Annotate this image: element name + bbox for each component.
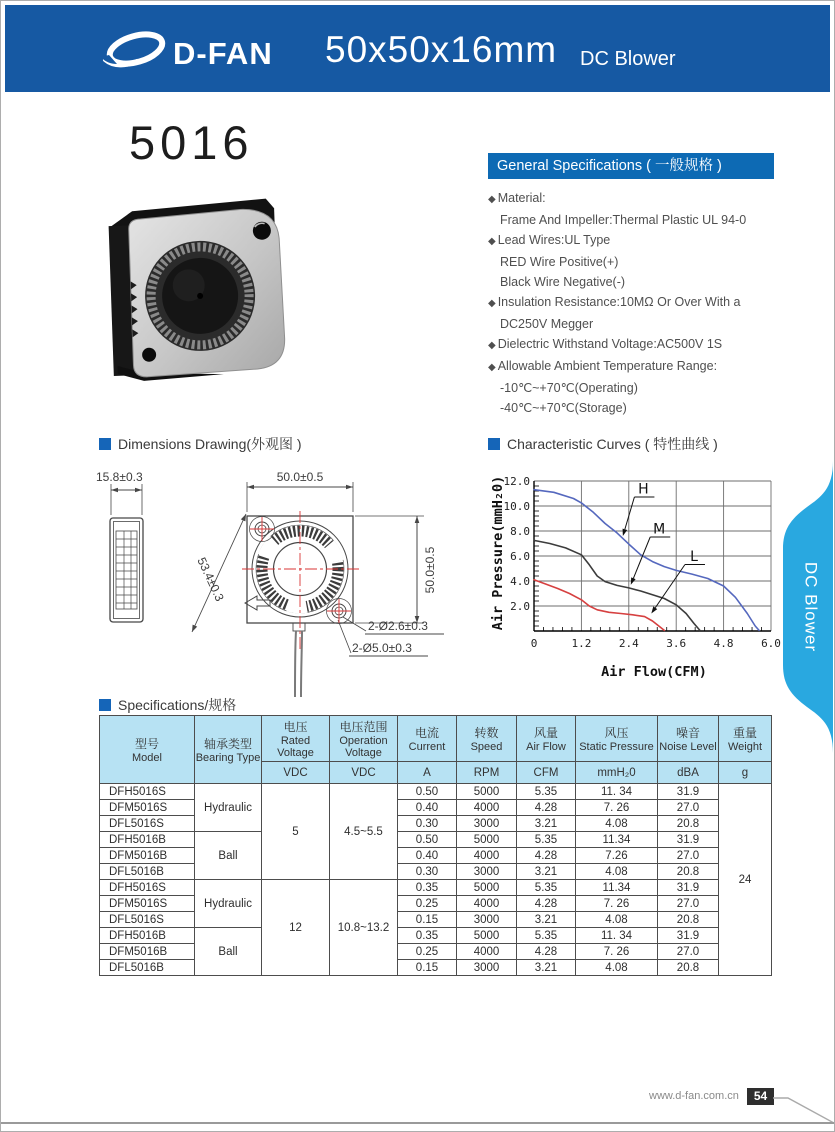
characteristic-curves-chart — [489, 453, 785, 683]
table-cell: Ball — [195, 832, 262, 880]
table-row — [100, 784, 772, 800]
svg-text:8.0: 8.0 — [510, 525, 530, 538]
table-cell: 20.8 — [658, 816, 719, 832]
table-cell: 11.34 — [576, 832, 658, 848]
column-header: 转数 Speed — [457, 716, 517, 762]
general-specs-header: General Specifications ( 一般规格 ) — [488, 153, 774, 179]
table-cell: 3.21 — [517, 864, 576, 880]
header-banner — [5, 5, 830, 92]
table-cell: DFM5016B — [100, 944, 195, 960]
table-cell: 27.0 — [658, 800, 719, 816]
table-row — [100, 832, 772, 848]
curve-label-M: M — [653, 521, 666, 538]
curves-section-header — [488, 434, 718, 454]
spec-item: RED Wire Positive(+) — [500, 255, 619, 269]
website-url: www.d-fan.com.cn — [649, 1090, 739, 1102]
side-vent-slats-icon — [116, 531, 137, 609]
section-bullet-icon — [488, 438, 500, 450]
chart-x-axis-title: Air Flow(CFM) — [601, 664, 707, 680]
table-cell: 5 — [262, 784, 330, 880]
dim-diagonal: 53.4±0.3 — [194, 555, 227, 604]
table-cell: 3000 — [457, 816, 517, 832]
specifications-table — [99, 715, 772, 976]
svg-text:1.2: 1.2 — [571, 637, 592, 650]
table-cell: 3.21 — [517, 960, 576, 976]
table-cell: DFH5016S — [100, 784, 195, 800]
column-unit: VDC — [262, 762, 330, 784]
spec-item: Frame And Impeller:Thermal Plastic UL 94-0 — [500, 213, 747, 227]
dim-hole-large: 2-Ø5.0±0.3 — [352, 641, 412, 655]
table-cell: 3000 — [457, 864, 517, 880]
table-cell: DFL5016S — [100, 816, 195, 832]
dimensions-section-header — [99, 434, 302, 454]
dc-blower-side-tab — [783, 461, 833, 753]
page-size-title: 50x50x16mm — [325, 29, 558, 70]
table-cell: DFM5016S — [100, 896, 195, 912]
table-cell: 12 — [262, 880, 330, 976]
spec-item: Black Wire Negative(-) — [500, 275, 626, 289]
column-unit: RPM — [457, 762, 517, 784]
table-cell: 20.8 — [658, 960, 719, 976]
spec-item: -40℃~+70℃(Storage) — [500, 401, 627, 415]
spec-item: ◆ Lead Wires:UL Type — [488, 233, 611, 247]
column-unit: dBA — [658, 762, 719, 784]
spec-item: ◆ Allowable Ambient Temperature Range: — [488, 359, 718, 373]
svg-text:2.0: 2.0 — [510, 600, 530, 613]
dim-front-width: 50.0±0.5 — [276, 470, 324, 484]
table-cell: 0.30 — [398, 816, 457, 832]
table-cell: 11. 34 — [576, 784, 658, 800]
column-header: 重量 Weight — [719, 716, 772, 762]
table-cell: 31.9 — [658, 928, 719, 944]
chart-y-axis-title: Air Pressure(mmH₂0) — [490, 475, 506, 631]
model-number-title: 5016 — [129, 116, 254, 169]
table-cell: 20.8 — [658, 864, 719, 880]
diamond-bullet-icon: ◆ — [488, 340, 496, 351]
svg-text:10.0: 10.0 — [503, 500, 530, 513]
table-cell: 4.28 — [517, 944, 576, 960]
table-cell: DFH5016B — [100, 832, 195, 848]
svg-text:6.0: 6.0 — [510, 550, 530, 563]
column-header: 噪音 Noise Level — [658, 716, 719, 762]
column-header: 轴承类型 Bearing Type — [195, 716, 262, 784]
table-cell: 4000 — [457, 944, 517, 960]
dim-side-width: 15.8±0.3 — [96, 470, 143, 484]
table-cell: 4.08 — [576, 816, 658, 832]
dimensions-drawing — [94, 453, 489, 703]
table-cell: 0.35 — [398, 880, 457, 896]
brand-name: D-FAN — [173, 36, 273, 71]
svg-text:6.0: 6.0 — [761, 637, 781, 650]
table-cell: 7. 26 — [576, 800, 658, 816]
dim-front-height: 50.0±0.5 — [423, 546, 437, 594]
table-cell: DFH5016B — [100, 928, 195, 944]
table-cell: 4.28 — [517, 848, 576, 864]
column-header: 电压范围 Operation Voltage — [330, 716, 398, 762]
table-cell: 4.08 — [576, 912, 658, 928]
table-cell: DFM5016S — [100, 800, 195, 816]
table-cell: 27.0 — [658, 896, 719, 912]
table-cell: 31.9 — [658, 832, 719, 848]
table-cell: 4000 — [457, 896, 517, 912]
svg-text:0: 0 — [530, 637, 538, 650]
dimensions-section-title: Dimensions Drawing(外观图 ) — [118, 436, 302, 452]
side-tab-label: DC Blower — [801, 561, 821, 653]
curve-M — [534, 540, 700, 630]
svg-text:2.4: 2.4 — [618, 637, 639, 650]
column-unit: CFM — [517, 762, 576, 784]
curve-label-H: H — [638, 481, 649, 498]
table-cell: 3000 — [457, 912, 517, 928]
table-cell: 7. 26 — [576, 896, 658, 912]
column-header: 型号 Model — [100, 716, 195, 784]
column-unit: g — [719, 762, 772, 784]
column-header: 电流 Current — [398, 716, 457, 762]
dim-hole-small: 2-Ø2.6±0.3 — [368, 619, 428, 633]
table-cell: DFM5016B — [100, 848, 195, 864]
table-cell: 5.35 — [517, 880, 576, 896]
spec-item: ◆ Insulation Resistance:10MΩ Or Over With a — [488, 295, 741, 309]
svg-text:12.0: 12.0 — [503, 475, 530, 488]
page-number-badge: 54 — [747, 1088, 774, 1105]
product-type-label: DC Blower — [580, 48, 676, 70]
table-cell: 5000 — [457, 928, 517, 944]
table-cell: 5.35 — [517, 832, 576, 848]
svg-text:4.8: 4.8 — [713, 637, 734, 650]
table-cell: DFH5016S — [100, 880, 195, 896]
table-cell: 31.9 — [658, 784, 719, 800]
column-unit: mmH₂0 — [576, 762, 658, 784]
column-header: 电压 Rated Voltage — [262, 716, 330, 762]
table-cell: 24 — [719, 784, 772, 976]
spec-item: -10℃~+70℃(Operating) — [500, 381, 638, 395]
table-cell: 31.9 — [658, 880, 719, 896]
table-cell: 5.35 — [517, 928, 576, 944]
table-cell: 5000 — [457, 880, 517, 896]
general-specs-list — [488, 188, 774, 418]
table-cell: 5000 — [457, 784, 517, 800]
table-cell: 0.15 — [398, 912, 457, 928]
table-cell: 20.8 — [658, 912, 719, 928]
table-cell: 27.0 — [658, 848, 719, 864]
curve-H — [534, 490, 759, 631]
table-cell: 7.26 — [576, 848, 658, 864]
svg-text:3.6: 3.6 — [666, 637, 687, 650]
table-cell: 0.50 — [398, 784, 457, 800]
footer-corner-line-icon — [771, 1090, 835, 1124]
dfan-logo-icon — [99, 27, 169, 73]
bottom-rule — [1, 1122, 834, 1124]
column-header: 风量 Air Flow — [517, 716, 576, 762]
table-row — [100, 880, 772, 896]
diamond-bullet-icon: ◆ — [488, 236, 496, 247]
table-cell: 27.0 — [658, 944, 719, 960]
table-cell: 4.08 — [576, 864, 658, 880]
table-cell: 0.50 — [398, 832, 457, 848]
curves-section-title: Characteristic Curves ( 特性曲线 ) — [507, 436, 718, 452]
table-cell: 5000 — [457, 832, 517, 848]
table-cell: 11. 34 — [576, 928, 658, 944]
diamond-bullet-icon: ◆ — [488, 194, 496, 205]
column-header: 风压 Static Pressure — [576, 716, 658, 762]
spec-item: DC250V Megger — [500, 317, 594, 331]
diamond-bullet-icon: ◆ — [488, 362, 496, 373]
table-cell: 0.35 — [398, 928, 457, 944]
table-cell: DFL5016S — [100, 912, 195, 928]
table-cell: Ball — [195, 928, 262, 976]
table-cell: 11.34 — [576, 880, 658, 896]
table-row — [100, 928, 772, 944]
svg-text:4.0: 4.0 — [510, 575, 530, 588]
table-cell: 0.25 — [398, 944, 457, 960]
product-photo — [101, 193, 296, 388]
table-cell: 0.25 — [398, 896, 457, 912]
table-cell: DFL5016B — [100, 960, 195, 976]
table-cell: DFL5016B — [100, 864, 195, 880]
table-cell: 4000 — [457, 848, 517, 864]
table-cell: 3.21 — [517, 816, 576, 832]
table-cell: 5.35 — [517, 784, 576, 800]
table-cell: Hydraulic — [195, 880, 262, 928]
table-cell: 0.30 — [398, 864, 457, 880]
spec-item: ◆ Dielectric Withstand Voltage:AC500V 1S — [488, 337, 723, 351]
column-unit: A — [398, 762, 457, 784]
table-cell: 7. 26 — [576, 944, 658, 960]
column-unit: VDC — [330, 762, 398, 784]
section-bullet-icon — [99, 438, 111, 450]
table-cell: 4.28 — [517, 800, 576, 816]
table-cell: Hydraulic — [195, 784, 262, 832]
table-cell: 0.15 — [398, 960, 457, 976]
table-cell: 10.8~13.2 — [330, 880, 398, 976]
specifications-table-section — [99, 715, 771, 976]
table-cell: 4.5~5.5 — [330, 784, 398, 880]
curve-L — [534, 580, 664, 631]
curve-label-L: L — [690, 549, 698, 565]
table-cell: 4.28 — [517, 896, 576, 912]
table-cell: 0.40 — [398, 848, 457, 864]
table-cell: 0.40 — [398, 800, 457, 816]
general-specifications-section — [488, 153, 774, 418]
table-cell: 3.21 — [517, 912, 576, 928]
table-cell: 4.08 — [576, 960, 658, 976]
spec-item: ◆ Material: — [488, 191, 546, 205]
table-cell: 3000 — [457, 960, 517, 976]
diamond-bullet-icon: ◆ — [488, 298, 496, 309]
table-cell: 4000 — [457, 800, 517, 816]
specifications-section-title: Specifications/规格 — [118, 697, 237, 713]
